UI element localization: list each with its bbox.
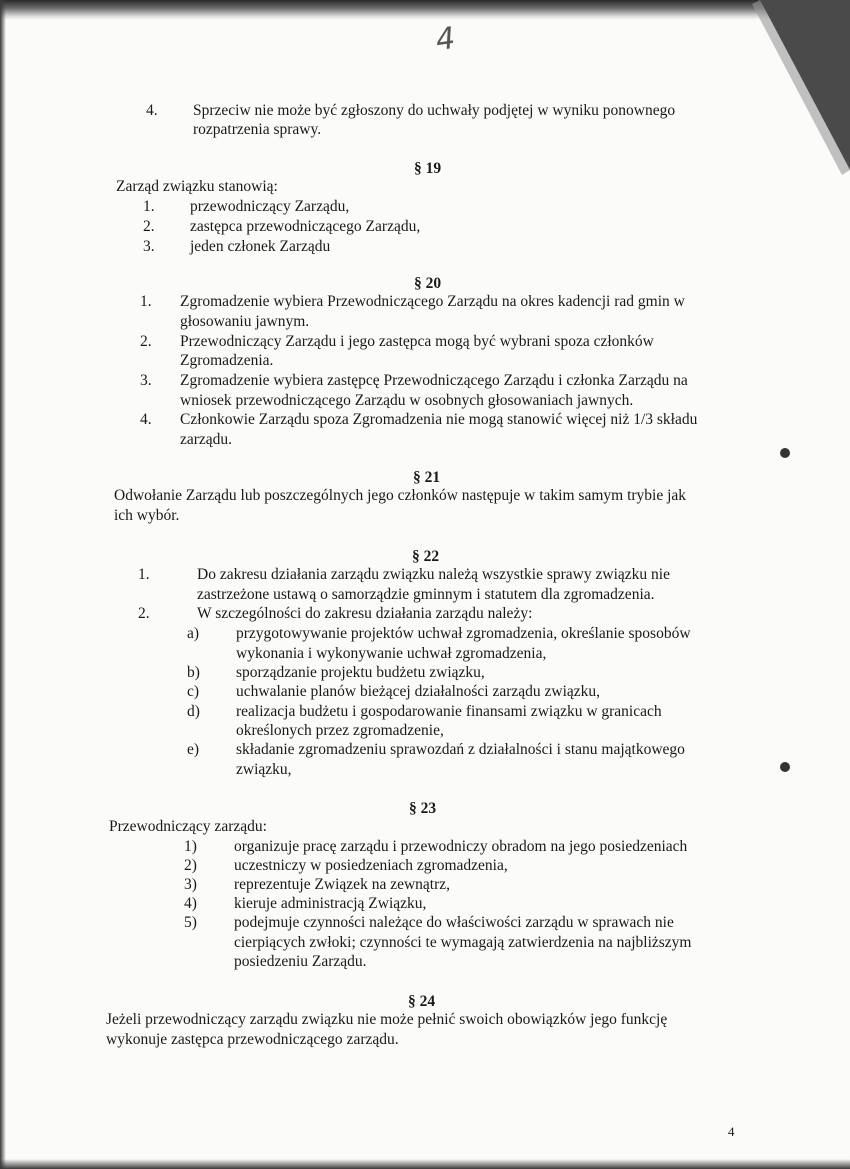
text-line: 2. — [138, 605, 150, 622]
section-heading: § 21 — [413, 469, 441, 486]
text-line: posiedzeniu Zarządu. — [234, 953, 367, 970]
text-line: d) — [187, 703, 200, 720]
text-line: 4. — [146, 102, 158, 119]
scan-edge-bottom — [0, 1159, 850, 1169]
scan-edge-left — [0, 0, 6, 1169]
text-line: zastępca przewodniczącego Zarządu, — [190, 218, 421, 235]
text-line: 1. — [140, 293, 152, 310]
text-line: 2) — [184, 857, 197, 874]
text-line: 1. — [138, 566, 150, 583]
text-line: Odwołanie Zarządu lub poszczególnych jego członków następuje w takim samym trybie jak — [114, 487, 687, 504]
text-line: 5) — [184, 914, 197, 931]
text-line: sporządzanie projektu budżetu związku, — [236, 664, 485, 681]
text-line: b) — [187, 664, 200, 681]
text-line: uczestniczy w posiedzeniach zgromadzenia, — [234, 857, 508, 874]
text-line: składanie zgromadzeniu sprawozdań z działalności i stanu majątkowego — [236, 741, 685, 758]
text-line: głosowaniu jawnym. — [180, 313, 310, 330]
text-line: rozpatrzenia sprawy. — [193, 121, 322, 138]
text-line: zastrzeżone ustawą o samorządzie gminnym i statutem dla zgromadzenia. — [197, 586, 655, 603]
text-line: organizuje pracę zarządu i przewodniczy obradom na jego posiedzeniach — [234, 838, 688, 855]
section-heading: § 24 — [408, 993, 436, 1010]
section-heading: § 20 — [414, 275, 442, 292]
text-line: e) — [187, 741, 200, 758]
text-line: Członkowie Zarządu spoza Zgromadzenia nie mogą stanowić więcej niż 1/3 składu — [180, 411, 698, 428]
text-line: jeden członek Zarządu — [190, 238, 331, 255]
text-line: Zgromadzenia. — [180, 352, 274, 369]
text-line: realizacja budżetu i gospodarowanie finansami związku w granicach — [236, 703, 662, 720]
scan-edge-top — [0, 0, 850, 20]
text-line: 1. — [143, 198, 155, 215]
text-line: zarządu. — [180, 431, 233, 448]
text-line: przygotowywanie projektów uchwał zgromadzenia, określanie sposobów — [236, 625, 691, 642]
text-line: reprezentuje Związek na zewnątrz, — [234, 876, 451, 893]
text-line: 3) — [184, 876, 197, 893]
text-line: wniosek przewodniczącego Zarządu w osobnych głosowaniach jawnych. — [180, 392, 634, 409]
text-line: podejmuje czynności należące do właściwości zarządu w sprawach nie — [234, 914, 674, 931]
text-line: wykonania i wykonywanie uchwał zgromadzenia, — [236, 645, 547, 662]
text-line: W szczególności do zakresu działania zarządu należy: — [197, 605, 533, 622]
punch-hole-mark — [780, 762, 790, 772]
text-line: uchwalanie planów bieżącej działalności zarządu związku, — [236, 683, 601, 700]
section-heading: § 22 — [412, 548, 440, 565]
text-line: 1) — [184, 838, 197, 855]
text-line: Zgromadzenie wybiera zastępcę Przewodniczącego Zarządu i członka Zarządu na — [180, 372, 688, 389]
text-line: cierpiących zwłoki; czynności te wymagają zatwierdzenia na najbliższym — [234, 934, 692, 951]
text-line: wykonuje zastępca przewodniczącego zarządu. — [106, 1031, 399, 1048]
text-line: 3. — [140, 372, 152, 389]
text-line: ich wybór. — [114, 507, 180, 524]
page-number: 4 — [728, 1124, 735, 1139]
section-heading: § 23 — [409, 800, 437, 817]
text-line: Zarząd związku stanowią: — [116, 178, 278, 195]
text-line: Przewodniczący Zarządu i jego zastępca mogą być wybrani spoza członków — [180, 333, 654, 350]
text-line: c) — [187, 683, 200, 700]
text-line: a) — [187, 625, 200, 642]
text-line: 3. — [143, 238, 155, 255]
text-line: Do zakresu działania zarządu związku należą wszystkie sprawy związku nie — [197, 566, 670, 583]
text-line: Sprzeciw nie może być zgłoszony do uchwały podjętej w wyniku ponownego — [193, 102, 676, 119]
text-line: 4) — [184, 895, 197, 912]
text-line: Przewodniczący zarządu: — [109, 818, 267, 835]
text-line: Jeżeli przewodniczący zarządu związku nie może pełnić swoich obowiązków jego funkcję — [106, 1011, 668, 1028]
text-line: przewodniczący Zarządu, — [190, 198, 350, 215]
text-line: 4. — [140, 411, 152, 428]
text-line: Zgromadzenie wybiera Przewodniczącego Zarządu na okres kadencji rad gmin w — [180, 293, 685, 310]
text-line: związku, — [236, 761, 292, 778]
text-line: określonych przez zgromadzenie, — [236, 722, 444, 739]
text-line: 2. — [143, 218, 155, 235]
text-line: 2. — [140, 333, 152, 350]
handwritten-page-number: 4 — [433, 20, 458, 59]
section-heading: § 19 — [414, 160, 442, 177]
text-line: kieruje administracją Związku, — [234, 895, 427, 912]
punch-hole-mark — [780, 448, 790, 458]
